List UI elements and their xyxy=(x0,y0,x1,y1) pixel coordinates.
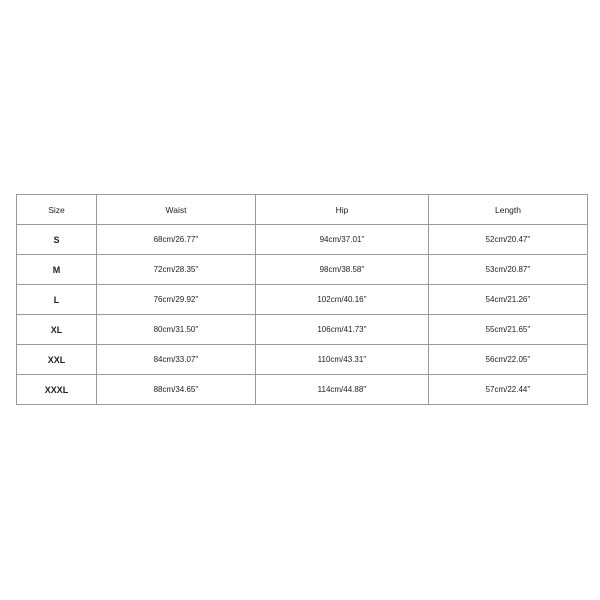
table-row xyxy=(17,255,588,285)
waist-cell: 88cm/34.65'' xyxy=(97,375,256,405)
hip-cell: 98cm/38.58'' xyxy=(256,255,429,285)
header-size: Size xyxy=(17,195,97,225)
hip-cell: 114cm/44.88'' xyxy=(256,375,429,405)
header-length: Length xyxy=(429,195,588,225)
size-cell: L xyxy=(17,285,97,315)
size-chart-table xyxy=(16,194,588,405)
table-header-row xyxy=(17,195,588,225)
length-cell: 52cm/20.47'' xyxy=(429,225,588,255)
hip-cell: 110cm/43.31'' xyxy=(256,345,429,375)
size-cell: XL xyxy=(17,315,97,345)
length-cell: 54cm/21.26'' xyxy=(429,285,588,315)
hip-cell: 106cm/41.73'' xyxy=(256,315,429,345)
waist-cell: 72cm/28.35'' xyxy=(97,255,256,285)
length-cell: 53cm/20.87'' xyxy=(429,255,588,285)
size-cell: M xyxy=(17,255,97,285)
table-row xyxy=(17,345,588,375)
hip-cell: 94cm/37.01'' xyxy=(256,225,429,255)
length-cell: 56cm/22.05'' xyxy=(429,345,588,375)
waist-cell: 80cm/31.50'' xyxy=(97,315,256,345)
table-row xyxy=(17,225,588,255)
size-cell: XXL xyxy=(17,345,97,375)
hip-cell: 102cm/40.16'' xyxy=(256,285,429,315)
length-cell: 55cm/21.65'' xyxy=(429,315,588,345)
waist-cell: 76cm/29.92'' xyxy=(97,285,256,315)
waist-cell: 68cm/26.77'' xyxy=(97,225,256,255)
waist-cell: 84cm/33.07'' xyxy=(97,345,256,375)
size-cell: S xyxy=(17,225,97,255)
size-cell: XXXL xyxy=(17,375,97,405)
header-hip: Hip xyxy=(256,195,429,225)
header-waist: Waist xyxy=(97,195,256,225)
table-row xyxy=(17,285,588,315)
table-row xyxy=(17,315,588,345)
table-row xyxy=(17,375,588,405)
length-cell: 57cm/22.44'' xyxy=(429,375,588,405)
